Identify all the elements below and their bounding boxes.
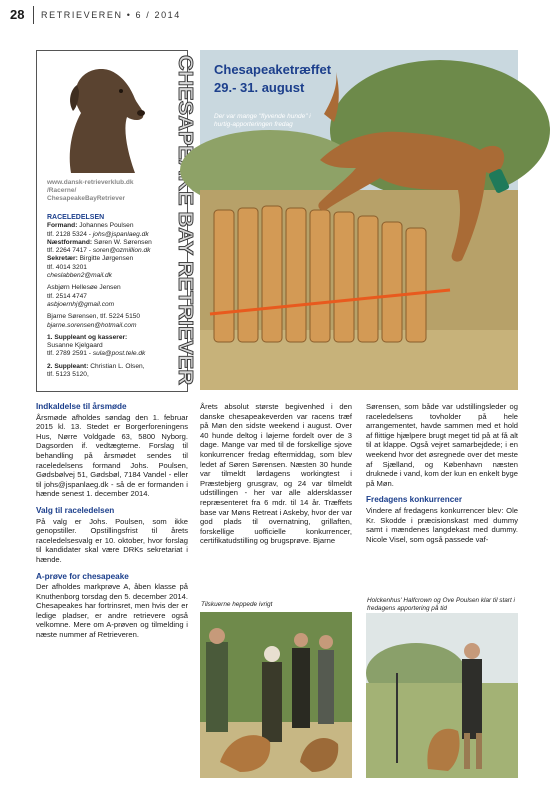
hero-date: 29.- 31. august xyxy=(214,80,305,95)
breed-name-vertical xyxy=(159,51,196,389)
article-text: Sørensen, som både var udstillingsleder og raceledelsens tovholder på hele arrangementet, havde sammen med et hold af flittige hjælpere brugt meget tid på at få alt til at klappe. Også vejret samarbejdede; i en weekend hvor det øsregnede over det meste af Sjælland, og København næsten druknede i vand, kom der kun en enkelt byge på Møn. xyxy=(366,402,518,488)
email-link[interactable]: bjarne.sorensen@hotmail.com xyxy=(47,321,137,329)
contact-item: Formand: Johannes Poulsen tlf. 2128 5324 - johs@jspanlaeg.dk xyxy=(47,222,149,238)
email-link[interactable]: sula@post.tele.dk xyxy=(92,350,146,358)
hero-title: Chesapeaketræffet xyxy=(214,62,332,77)
section-heading: Indkaldelse til årsmøde xyxy=(36,402,127,411)
contact-item: 1. Suppleant og kasserer: Susanne Kjelgaard tlf. 2789 2591 - sula@post.tele.dk xyxy=(47,333,146,358)
start-photo xyxy=(366,613,518,778)
section-text: Der afholdes markprøve A, åben klasse på Knuthenborg torsdag den 5. december 2014. Chesapeakes har fortrinsret, men hvis der er ledige pladser, er andre retrievere også velkomne. Mere om A-prøven og tilmelding i næste nummer af Retrieveren. xyxy=(36,582,188,640)
photo-caption: Holckenhus' Halfcrown og Ove Poulsen klar til start i fredagens apportering på tid xyxy=(367,597,515,612)
spectators-image xyxy=(200,612,352,778)
contact-item: 2. Suppleant: Christian L. Olsen, tlf. 5123 5120, xyxy=(47,362,145,379)
contact-item: Sekretær: Birgitte Jørgensen tlf. 4014 3201 cheslabben2@mail.dk xyxy=(47,255,134,280)
section-text: På valg er Johs. Poulsen, som ikke genopstiller. Opstillingsfrist til årets raceledelsesvalg er 10. oktober, hvor forslag til kandidater skal være DRKs sekretariat i hænde. xyxy=(36,516,188,564)
spectators-photo xyxy=(200,612,352,778)
email-link[interactable]: johs@jspanlaeg.dk xyxy=(92,230,149,238)
header-divider xyxy=(33,6,34,24)
column-1 xyxy=(36,402,188,647)
dog-start-image xyxy=(366,613,518,778)
article-text: Vindere af fredagens konkurrencer blev: Ole Kr. Skodde i præcisionskast med dummy samt i mændenes langdekast med dummy. Nicole Visel, som også passede vaf- xyxy=(366,505,518,544)
board-heading: RACELEDELSEN xyxy=(47,214,105,221)
column-3 xyxy=(366,402,518,551)
contact-item: Næstformand: Søren W. Sørensen tlf. 2264 7417 - soren@ozmillion.dk xyxy=(47,238,152,255)
breed-info-box xyxy=(36,50,196,392)
contact-item: Asbjørn Hellesøe Jensen tlf. 2514 4747 asbjoernhj@gmail.com xyxy=(47,284,121,308)
contact-list xyxy=(47,214,155,379)
chesapeake-portrait-image xyxy=(43,55,153,175)
section-heading: A-prøve for chesapeake xyxy=(36,571,129,581)
website-url[interactable]: www.dansk-retrieverklub.dk /Racerne/ ChesapeakeBayRetriever xyxy=(47,179,134,202)
article-text: Årets absolut største begivenhed i den danske chesapeakeverden var racens træf på Møn den sidste weekend i august. Over 40 hunde deltog i løjerne fordelt over de 3 dage. Mange var med til de forskellige sjove konkurrencer fredag eftermiddag, som blev ledet af Søren Sørensen. Næsten 30 hunde var tilmeldt lørdagens workingtest i Præstebjerg grusgrav, og 24 var tilmeldt udstillingen - her var alle aldersklasser repræsenteret fra 6 mdr. til 14 år. Træffets base var Møns Retreat i Askeby, hvor der var god plads til overnatning, grillaften, forskellige uofficielle konkurrencer, certifikatudstilling og brugsprøve. Bjarne xyxy=(200,402,352,546)
breed-name-text: CHESAPEAKE BAY RETRIEVER xyxy=(174,55,196,360)
email-link[interactable]: soren@ozmillion.dk xyxy=(92,247,151,255)
page-number: 28 xyxy=(10,7,25,22)
photo-caption: Tilskuerne heppede ivrigt xyxy=(201,601,273,608)
email-link[interactable]: cheslabben2@mail.dk xyxy=(47,272,112,280)
magazine-title: RETRIEVEREN • 6 / 2014 xyxy=(41,10,181,20)
hero-photo xyxy=(200,50,518,390)
jumping-dog-photo xyxy=(200,50,518,390)
section-heading: Fredagens konkurrencer xyxy=(366,495,463,505)
hero-caption: Der var mange "flyvende hunde" i hurtig-apporteringen fredag xyxy=(214,113,311,128)
section-text: Årsmøde afholdes søndag den 1. februar 2015 kl. 13. Stedet er Borgerforeningens Hus, Nørre Voldgade 63, 5800 Nyborg. Dagsorden if. vedtægterne. Forslag til behandling på årsmødet sendes til raceledelsens formand Johs. Poulsen, Gødsbølvej 51, Gødsbøl, 7184 Vandel - eller til johs@jspanlaeg.dk - så de er formanden i hænde senest 1. december 2014. xyxy=(36,412,188,499)
email-link[interactable]: asbjoernhj@gmail.com xyxy=(47,300,115,308)
contact-item: Bjarne Sørensen, tlf. 5224 5150 bjarne.sorensen@hotmail.com xyxy=(47,313,141,329)
section-heading: Valg til raceledelsen xyxy=(36,505,115,515)
column-2 xyxy=(200,402,352,553)
